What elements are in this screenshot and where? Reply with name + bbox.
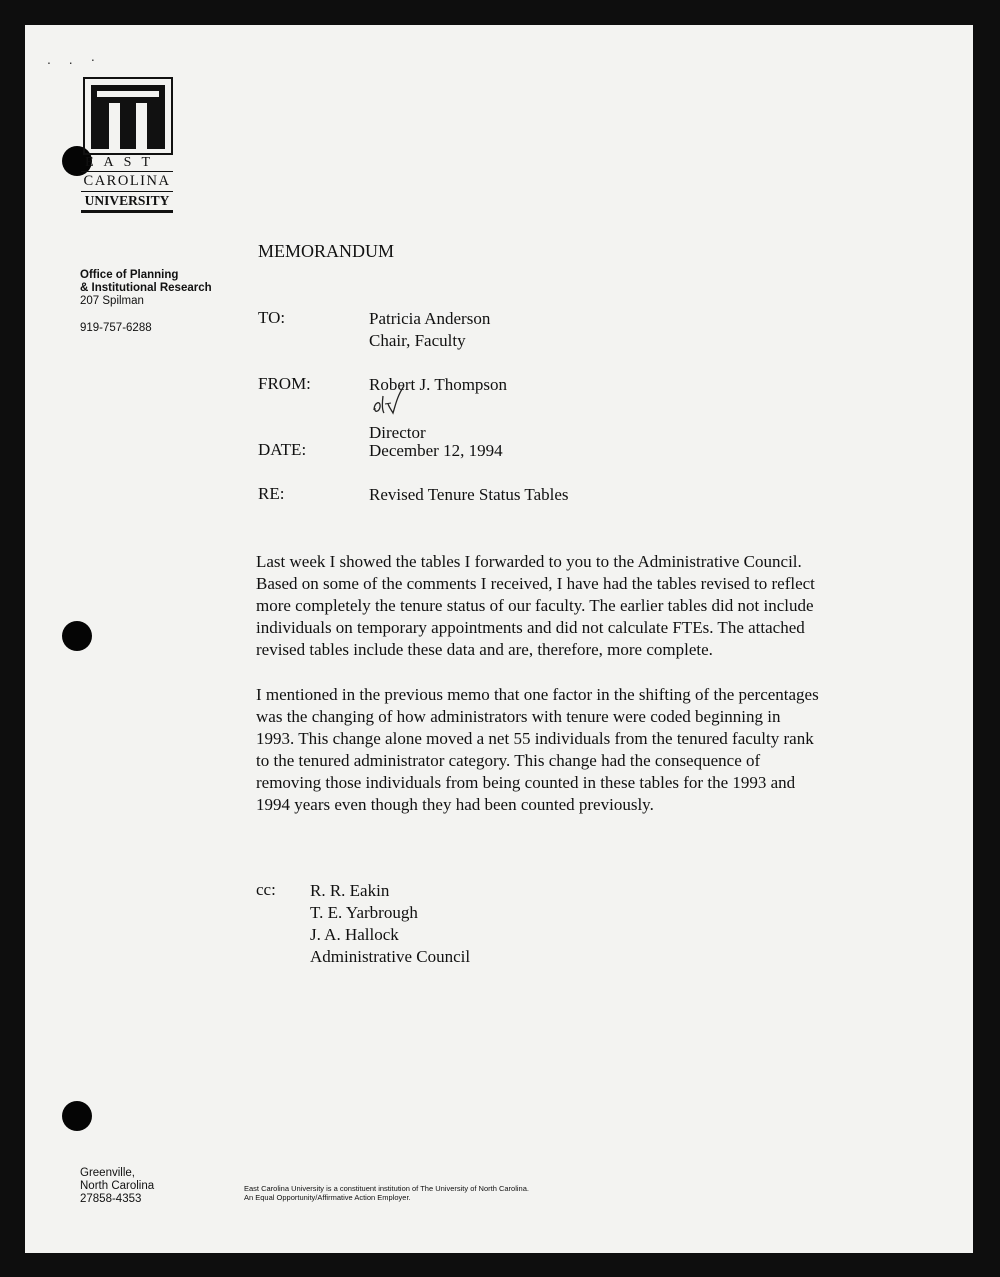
- footer-state: North Carolina: [80, 1180, 155, 1192]
- to-title: Chair, Faculty: [369, 331, 466, 350]
- scan-specks: . . ·: [47, 51, 103, 67]
- body-paragraph-2: [256, 684, 896, 816]
- cc-recipient: T. E. Yarbrough: [310, 903, 418, 922]
- punch-hole-middle: [62, 621, 92, 651]
- cc-label: cc:: [256, 880, 276, 899]
- from-name-line: [369, 374, 507, 422]
- para2-line: 1994 years even though they had been counted previously.: [256, 795, 654, 814]
- para1-line: Based on some of the comments I received, I have had the tables revised to reflect: [256, 574, 815, 593]
- footer-zip: 27858-4353: [80, 1193, 142, 1205]
- from-label: FROM:: [258, 374, 311, 393]
- logo-east-text: EAST: [85, 155, 160, 170]
- re-value: Revised Tenure Status Tables: [369, 485, 569, 504]
- date-value: December 12, 1994: [369, 441, 503, 460]
- to-value: [369, 308, 490, 352]
- para2-line: 1993. This change alone moved a net 55 individuals from the tenured faculty rank: [256, 729, 814, 748]
- punch-hole-bottom: [62, 1101, 92, 1131]
- office-room: 207 Spilman: [80, 295, 144, 307]
- logo-university-text: UNIVERSITY: [81, 191, 173, 213]
- office-address: [80, 269, 212, 308]
- memo-page: [25, 25, 973, 1253]
- para1-line: revised tables include these data and are, therefore, more complete.: [256, 640, 713, 659]
- to-name: Patricia Anderson: [369, 309, 491, 328]
- para2-line: to the tenured administrator category. This change had the consequence of: [256, 751, 761, 770]
- from-title: Director: [369, 423, 426, 442]
- footer-city: Greenville,: [80, 1167, 135, 1179]
- footer-address: [80, 1167, 154, 1206]
- para1-line: more completely the tenure status of our faculty. The earlier tables did not include: [256, 596, 814, 615]
- para1-line: Last week I showed the tables I forwarded to you to the Administrative Council.: [256, 552, 802, 571]
- para2-line: I mentioned in the previous memo that one factor in the shifting of the percentages: [256, 685, 819, 704]
- office-name-line2: & Institutional Research: [80, 282, 212, 294]
- footer-note-line2: An Equal Opportunity/Affirmative Action Employer.: [244, 1193, 411, 1202]
- cc-recipient: R. R. Eakin: [310, 881, 390, 900]
- footer-note: [244, 1184, 529, 1202]
- to-label: TO:: [258, 308, 286, 327]
- office-phone: 919-757-6288: [80, 322, 152, 334]
- date-label: DATE:: [258, 440, 307, 459]
- para1-line: individuals on temporary appointments and did not calculate FTEs. The attached: [256, 618, 805, 637]
- from-value: [369, 374, 507, 444]
- memo-title: MEMORANDUM: [258, 241, 395, 261]
- cc-recipient: J. A. Hallock: [310, 925, 399, 944]
- logo-carolina-text: CAROLINA: [81, 171, 173, 190]
- footer-note-line1: East Carolina University is a constituent institution of The University of North Carolina.: [244, 1184, 529, 1193]
- ecu-logo-icon: [83, 77, 173, 155]
- para2-line: removing those individuals from being counted in these tables for the 1993 and: [256, 773, 796, 792]
- cc-list: [310, 880, 470, 968]
- cc-recipient: Administrative Council: [310, 947, 471, 966]
- office-name-line1: Office of Planning: [80, 269, 179, 281]
- re-label: RE:: [258, 484, 285, 503]
- from-name: Robert J. Thompson: [369, 375, 508, 394]
- body-paragraph-1: [256, 551, 896, 661]
- para2-line: was the changing of how administrators with tenure were coded beginning in: [256, 707, 781, 726]
